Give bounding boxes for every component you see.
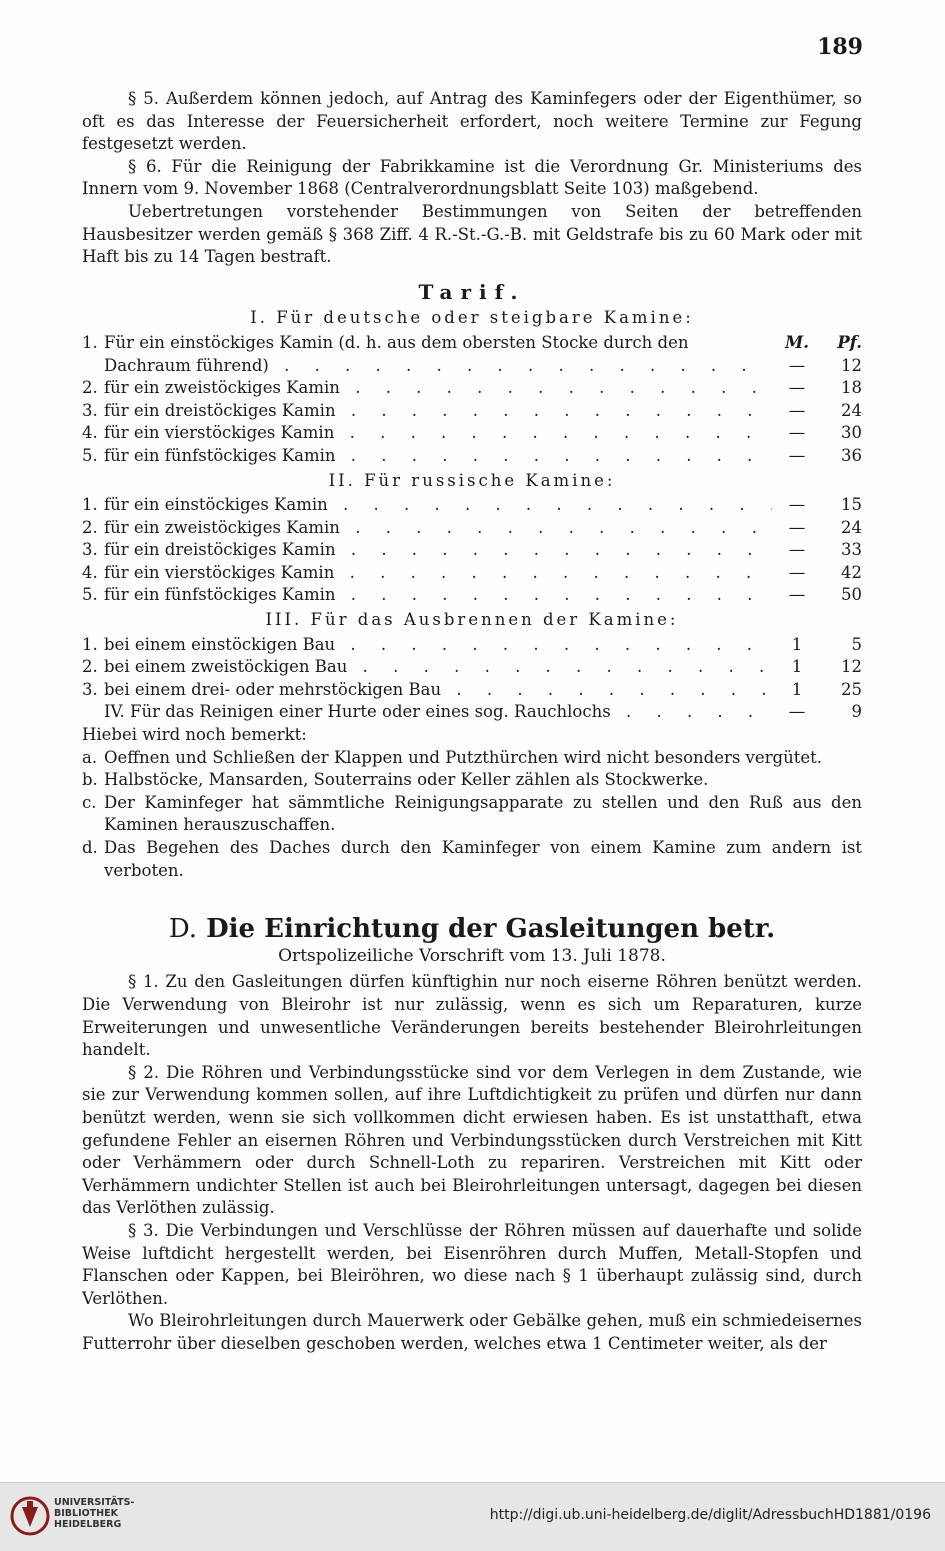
row-number: 2.	[82, 517, 98, 537]
notes-intro: Hiebei wird noch bemerkt:	[82, 725, 307, 745]
note-text: Der Kaminfeger hat sämmtliche Reinigungsapparate zu stellen und den Ruß aus den Kaminen herauszuschaffen.	[104, 792, 862, 835]
row-number: 2.	[82, 378, 98, 398]
row-number: 1.	[82, 332, 98, 352]
row-label: für ein dreistöckiges Kamin . . .	[104, 400, 772, 423]
paragraph-gas-s1: § 1. Zu den Gasleitungen dürfen künftighin nur noch eiserne Röhren benützt werden. Die Verwendung von Bleirohr ist nur zulässig, wenn es sich um Reparaturen, kurze Erweiterungen und unwesentliche Veränderungen bereits bestehender Bleirohrleitungen handelt.	[82, 972, 862, 1060]
note-text: Oeffnen und Schließen der Klappen und Putzthürchen wird nicht besonders vergütet.	[104, 747, 822, 767]
tarif-title: Tarif.	[418, 279, 526, 304]
row-label: für ein zweistöckiges Kamin . . .	[104, 517, 772, 540]
row-label: Für ein einstöckiges Kamin (d. h. aus dem obersten Stocke durch den	[104, 332, 689, 352]
page-content	[82, 88, 862, 1355]
university-seal-icon	[10, 1493, 50, 1539]
row-mark: —	[788, 540, 806, 560]
row-label: bei einem zweistöckigen Bau . . .	[104, 656, 772, 679]
row-pf: 5	[851, 634, 862, 654]
tarif-row	[82, 634, 862, 657]
note-item	[82, 747, 862, 770]
paragraph-gas-s2: § 2. Die Röhren und Verbindungsstücke sind vor dem Verlegen in dem Zustande, wie sie zur Verwendung kommen sollen, auf ihre Luftdichtigkeit zu prüfen und dürfen nur dann benützt werden, wenn sie sich vollkommen dicht erwiesen haben. Es ist unstatthaft, etwa gefundene Fehler an eisernen Röhren und Verbindungsstücken durch Verstreichen mit Kitt oder Verhämmern oder durch Schnell-Loth zu repariren. Verstreichen mit Kitt oder Verhämmern undichter Stellen ist auch bei Bleirohrleitungen untersagt, dagegen bei diesen das Verlöthen zulässig.	[82, 1062, 862, 1218]
note-letter: c.	[82, 792, 97, 812]
row-pf: 12	[841, 657, 862, 677]
row-mark: —	[788, 702, 806, 722]
row-number: 4.	[82, 423, 98, 443]
row-number: 5.	[82, 445, 98, 465]
row-label: bei einem einstöckigen Bau . . .	[104, 634, 772, 657]
note-letter: d.	[82, 838, 98, 857]
row-label: für ein einstöckiges Kamin . . .	[104, 494, 772, 517]
note-letter: a.	[82, 747, 98, 767]
row-pf: 25	[841, 679, 862, 699]
tarif-row	[82, 332, 862, 355]
row-pf: 50	[841, 585, 862, 605]
note-item	[82, 837, 862, 882]
tarif-row	[82, 679, 862, 702]
note-letter: b.	[82, 770, 98, 790]
row-label: für ein vierstöckiges Kamin . . .	[104, 422, 772, 445]
row-mark: —	[788, 495, 806, 515]
row-mark: —	[788, 378, 806, 398]
row-mark: —	[788, 585, 806, 605]
row-mark: —	[788, 445, 806, 465]
paragraph-gas-s3: § 3. Die Verbindungen und Verschlüsse der Röhren müssen auf dauerhafte und solide Weise luftdicht hergestellt werden, bei Eisenröhren durch Muffen, Metall-Stopfen und Flanschen oder Kappen, bei Bleiröhren, wo diese nach § 1 überhaupt zulässig sind, durch Verlöthen.	[82, 1220, 862, 1308]
row-mark: —	[788, 562, 806, 582]
row-number: 3.	[82, 679, 98, 699]
tarif-row	[82, 377, 862, 400]
tarif-section-3-heading: III. Für das Ausbrennen der Kamine:	[265, 610, 679, 630]
paragraph-s5: § 5. Außerdem können jedoch, auf Antrag des Kaminfegers oder der Eigenthümer, so oft es das Interesse der Feuersicherheit erfordert, noch weitere Termine zur Fegung festgesetzt werden.	[82, 89, 862, 154]
row-pf: 15	[841, 495, 862, 515]
tarif-row	[82, 400, 862, 423]
row-pf: 12	[841, 355, 862, 375]
paragraph-gas-lead-pipe: Wo Bleirohrleitungen durch Mauerwerk oder Gebälke gehen, muß ein schmiedeisernes Futterrohr über dieselben geschoben werden, welches etwa 1 Centimeter weiter, als der	[82, 1311, 862, 1353]
row-label: bei einem drei- oder mehrstöckigen Bau . . .	[104, 679, 772, 702]
row-mark: 1	[791, 679, 803, 699]
permalink-url[interactable]: http://digi.ub.uni-heidelberg.de/diglit/AdressbuchHD1881/0196	[489, 1507, 931, 1523]
row-mark: 1	[791, 634, 803, 654]
row-pf: 18	[841, 378, 862, 398]
row-label: für ein dreistöckiges Kamin . . .	[104, 539, 772, 562]
tarif-row	[82, 562, 862, 585]
row-number: 4.	[82, 562, 98, 582]
tarif-row	[82, 445, 862, 468]
row-mark: 1	[791, 657, 803, 677]
row-number: 1.	[82, 495, 98, 515]
viewer-footer	[0, 1482, 945, 1551]
row-number: 2.	[82, 657, 98, 677]
row-label: IV. Für das Reinigen einer Hurte oder eines sog. Rauchlochs . . .	[104, 701, 772, 724]
row-pf: 33	[841, 540, 862, 560]
library-logo-text: UNIVERSITÄTS- BIBLIOTHEK HEIDELBERG	[54, 1497, 135, 1530]
row-pf: 9	[851, 702, 862, 722]
page-number: 189	[817, 34, 863, 60]
tarif-row	[82, 656, 862, 679]
row-label: für ein fünfstöckiges Kamin . . .	[104, 584, 772, 607]
note-text: Halbstöcke, Mansarden, Souterrains oder Keller zählen als Stockwerke.	[104, 770, 709, 790]
section-d-roman: D.	[168, 914, 198, 945]
section-d-title: Die Einrichtung der Gasleitungen betr.	[206, 914, 776, 945]
row-label: Dachraum führend) . . .	[104, 355, 772, 378]
currency-pf-heading: Pf.	[837, 332, 862, 352]
row-pf: 42	[841, 562, 862, 582]
row-label: für ein fünfstöckiges Kamin . . .	[104, 445, 772, 468]
row-number: 3.	[82, 540, 98, 560]
row-mark: —	[788, 423, 806, 443]
tarif-row	[82, 539, 862, 562]
row-mark: —	[788, 400, 806, 420]
row-label: für ein vierstöckiges Kamin . . .	[104, 562, 772, 585]
section-d-subtitle: Ortspolizeiliche Vorschrift vom 13. Juli 1878.	[278, 945, 666, 966]
tarif-section-2-heading: II. Für russische Kamine:	[328, 470, 616, 490]
currency-mark-heading: M.	[784, 332, 809, 352]
tarif-row	[82, 584, 862, 607]
note-item	[82, 792, 862, 837]
tarif-row	[82, 517, 862, 540]
tarif-row	[82, 422, 862, 445]
note-item	[82, 769, 862, 792]
tarif-row	[82, 701, 862, 724]
tarif-row	[82, 494, 862, 517]
tarif-section-1-heading: I. Für deutsche oder steigbare Kamine:	[250, 308, 694, 328]
note-text: Das Begehen des Daches durch den Kaminfeger von einem Kamine zum andern ist verboten.	[104, 838, 862, 880]
row-mark: —	[788, 355, 806, 375]
paragraph-penalty: Uebertretungen vorstehender Bestimmungen von Seiten der betreffenden Hausbesitzer werden gemäß § 368 Ziff. 4 R.-St.-G.-B. mit Geldstrafe bis zu 60 Mark oder mit Haft bis zu 14 Tagen bestraft.	[82, 201, 862, 267]
row-number: 1.	[82, 634, 98, 654]
row-label: für ein zweistöckiges Kamin . . .	[104, 377, 772, 400]
row-pf: 24	[841, 400, 862, 420]
paragraph-s6: § 6. Für die Reinigung der Fabrikkamine ist die Verordnung Gr. Ministeriums des Innern vom 9. November 1868 (Centralverordnungsblatt Seite 103) maßgebend.	[82, 156, 862, 199]
row-pf: 36	[841, 445, 862, 465]
row-pf: 24	[841, 517, 862, 537]
row-pf: 30	[841, 423, 862, 443]
row-number: 3.	[82, 400, 98, 420]
tarif-row	[82, 355, 862, 378]
row-number: 5.	[82, 585, 98, 605]
section-d-heading	[82, 914, 862, 945]
row-mark: —	[788, 517, 806, 537]
